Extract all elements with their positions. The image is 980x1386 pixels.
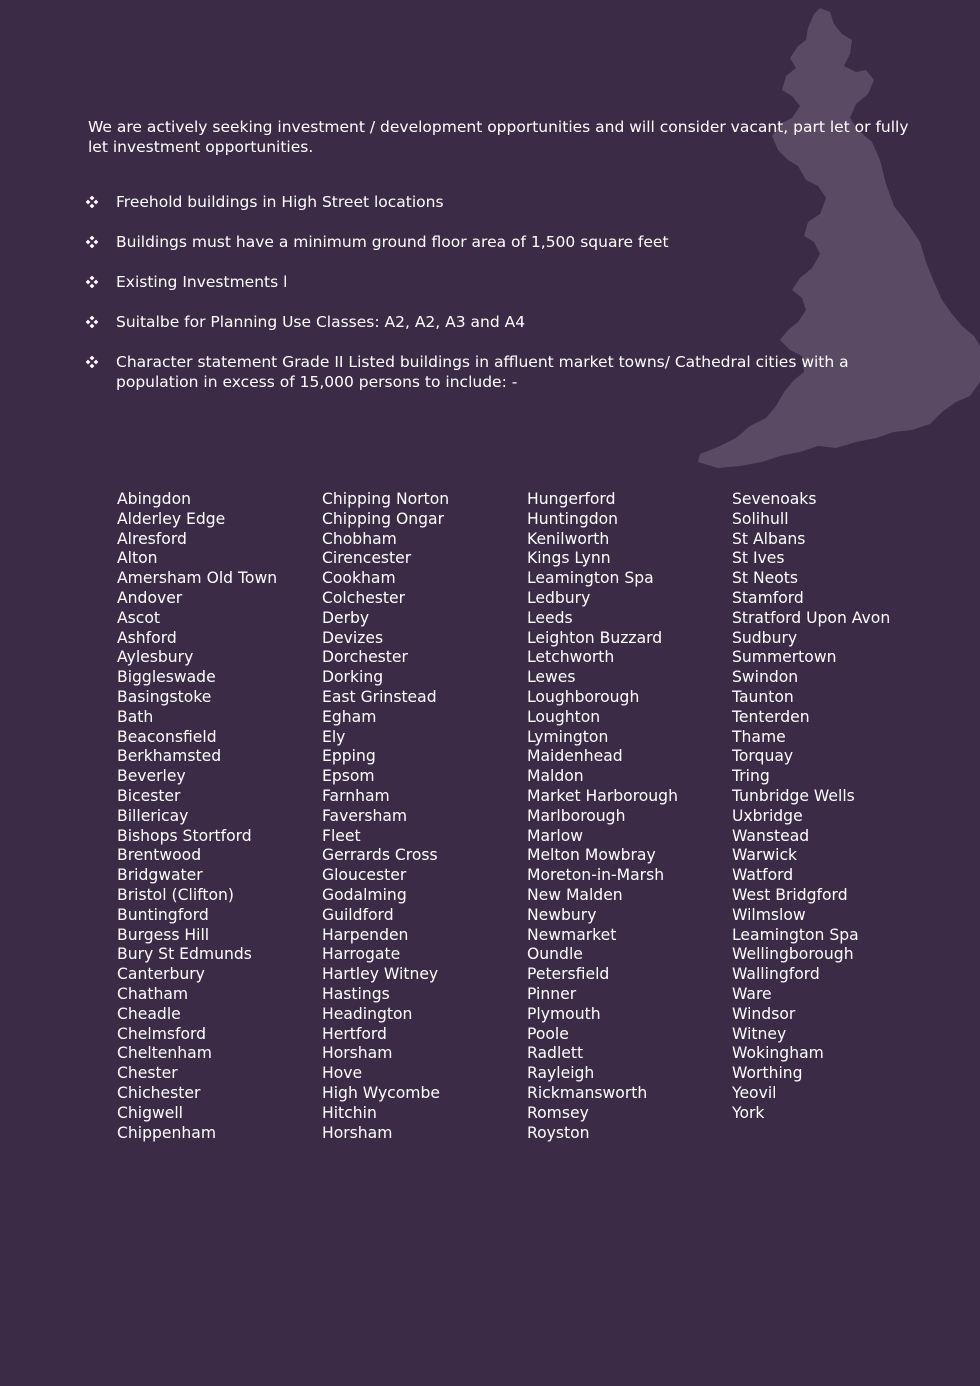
town-item: Rickmansworth — [527, 1083, 648, 1102]
town-item: Marlborough — [527, 806, 626, 825]
town-item: Devizes — [322, 628, 384, 647]
town-item: Rayleigh — [527, 1064, 595, 1083]
town-item: Melton Mowbray — [527, 846, 656, 865]
town-item: Hastings — [322, 984, 390, 1003]
town-item: Beverley — [117, 767, 186, 786]
town-item: Leamington Spa — [732, 925, 859, 944]
criteria-text: Suitalbe for Planning Use Classes: A2, A2, A3 and A4 — [116, 313, 526, 331]
town-item: Chobham — [322, 529, 397, 548]
town-item: Taunton — [732, 687, 794, 706]
town-item: Hitchin — [322, 1103, 377, 1122]
town-item: Ely — [322, 727, 346, 746]
town-column-2 — [322, 490, 527, 1143]
town-item: Leighton Buzzard — [527, 628, 663, 647]
town-column-3 — [527, 490, 732, 1143]
town-item: Pinner — [527, 984, 577, 1003]
town-item: Petersfield — [527, 965, 610, 984]
town-item: Sudbury — [732, 628, 798, 647]
town-item: Marlow — [527, 826, 584, 845]
town-item: Witney — [732, 1024, 787, 1043]
town-item: Hertford — [322, 1024, 387, 1043]
town-item: Bristol (Clifton) — [117, 885, 234, 904]
diamond-bullet-icon — [86, 316, 98, 328]
town-item: Cheltenham — [117, 1044, 212, 1063]
town-item: Hartley Witney — [322, 965, 439, 984]
criteria-item — [86, 313, 936, 333]
town-item: Epsom — [322, 767, 375, 786]
town-item: Wanstead — [732, 826, 810, 845]
criteria-text: Character statement Grade II Listed buildings in affluent market towns/ Cathedral cities with a population in excess of 15,000 persons to include: - — [116, 353, 849, 391]
town-item: Dorchester — [322, 648, 408, 667]
town-item: Canterbury — [117, 965, 205, 984]
town-item: Windsor — [732, 1004, 796, 1023]
town-item: Godalming — [322, 885, 407, 904]
criteria-text: Freehold buildings in High Street locations — [116, 193, 444, 211]
criteria-item — [86, 193, 936, 213]
town-item: Bridgwater — [117, 866, 203, 885]
town-item: Egham — [322, 707, 377, 726]
town-item: Horsham — [322, 1123, 393, 1142]
town-item: Aylesbury — [117, 648, 194, 667]
town-item: Derby — [322, 608, 370, 627]
town-item: Harrogate — [322, 945, 401, 964]
town-item: Oundle — [527, 945, 583, 964]
town-item: Biggleswade — [117, 668, 216, 687]
town-item: Amersham Old Town — [117, 569, 278, 588]
town-item: Epping — [322, 747, 376, 766]
town-item: Tunbridge Wells — [732, 786, 855, 805]
town-item: West Bridgford — [732, 885, 848, 904]
town-item: Billericay — [117, 806, 189, 825]
town-item: Summertown — [732, 648, 837, 667]
town-item: Chipping Norton — [322, 490, 450, 508]
town-item: Burgess Hill — [117, 925, 210, 944]
town-item: Uxbridge — [732, 806, 803, 825]
town-item: Loughborough — [527, 687, 640, 706]
town-item: Tenterden — [732, 707, 810, 726]
town-item: Bury St Edmunds — [117, 945, 252, 964]
intro-text: We are actively seeking investment / development opportunities and will consider vacant, part let or fully let investment opportunities. — [88, 118, 909, 156]
town-item: Gerrards Cross — [322, 846, 438, 865]
town-item: Ashford — [117, 628, 177, 647]
town-item: Kenilworth — [527, 529, 610, 548]
town-item: Brentwood — [117, 846, 202, 865]
town-item: St Albans — [732, 529, 806, 548]
town-item: Warwick — [732, 846, 798, 865]
criteria-item — [86, 273, 936, 293]
town-item: Chigwell — [117, 1103, 184, 1122]
town-item: Headington — [322, 1004, 413, 1023]
town-item: Bath — [117, 707, 154, 726]
diamond-bullet-icon — [86, 276, 98, 288]
town-item: Radlett — [527, 1044, 584, 1063]
town-item: Dorking — [322, 668, 384, 687]
town-item: East Grinstead — [322, 687, 437, 706]
town-item: Horsham — [322, 1044, 393, 1063]
town-item: Leamington Spa — [527, 569, 654, 588]
town-item: Huntingdon — [527, 509, 619, 528]
town-item: St Neots — [732, 569, 799, 588]
diamond-bullet-icon — [86, 236, 98, 248]
town-item: Loughton — [527, 707, 601, 726]
town-item: Lewes — [527, 668, 576, 687]
town-item: St Ives — [732, 549, 785, 568]
criteria-text: Buildings must have a minimum ground floor area of 1,500 square feet — [116, 233, 669, 251]
diamond-bullet-icon — [86, 196, 98, 208]
town-item: Maldon — [527, 767, 584, 786]
town-item: Chatham — [117, 984, 189, 1003]
town-item: Tring — [732, 767, 770, 786]
town-item: Newbury — [527, 905, 597, 924]
town-item: Romsey — [527, 1103, 589, 1122]
town-item: Wilmslow — [732, 905, 806, 924]
town-item: Maidenhead — [527, 747, 623, 766]
town-item: Wallingford — [732, 965, 820, 984]
town-item: Solihull — [732, 509, 789, 528]
town-item: High Wycombe — [322, 1083, 440, 1102]
town-item: Colchester — [322, 588, 406, 607]
diamond-bullet-icon — [86, 356, 98, 368]
town-item: Faversham — [322, 806, 408, 825]
criteria-text: Existing Investments l — [116, 273, 288, 291]
town-item: Hungerford — [527, 490, 616, 508]
town-item: Cookham — [322, 569, 396, 588]
town-item: York — [732, 1103, 765, 1122]
town-item: Letchworth — [527, 648, 615, 667]
town-item: Kings Lynn — [527, 549, 611, 568]
criteria-item — [86, 233, 936, 253]
town-item: Bishops Stortford — [117, 826, 252, 845]
town-item: Wokingham — [732, 1044, 824, 1063]
town-item: Alresford — [117, 529, 187, 548]
town-item: Newmarket — [527, 925, 617, 944]
town-item: Farnham — [322, 786, 390, 805]
town-item: Worthing — [732, 1064, 803, 1083]
town-item: Guildford — [322, 905, 394, 924]
town-columns — [117, 490, 937, 1143]
town-item: Alderley Edge — [117, 509, 226, 528]
town-item: Plymouth — [527, 1004, 601, 1023]
town-item: Torquay — [732, 747, 794, 766]
town-column-1 — [117, 490, 322, 1143]
town-item: Yeovil — [732, 1083, 777, 1102]
town-item: Chichester — [117, 1083, 201, 1102]
town-item: Swindon — [732, 668, 799, 687]
town-item: Chelmsford — [117, 1024, 207, 1043]
town-item: Market Harborough — [527, 786, 678, 805]
town-item: Cirencester — [322, 549, 412, 568]
town-item: Hove — [322, 1064, 363, 1083]
town-item: Moreton-in-Marsh — [527, 866, 665, 885]
town-item: Basingstoke — [117, 687, 212, 706]
town-item: Andover — [117, 588, 183, 607]
town-item: Poole — [527, 1024, 569, 1043]
town-item: Sevenoaks — [732, 490, 817, 508]
town-item: Cheadle — [117, 1004, 181, 1023]
town-item: Harpenden — [322, 925, 409, 944]
town-item: Watford — [732, 866, 794, 885]
town-item: Thame — [732, 727, 786, 746]
town-item: Chester — [117, 1064, 178, 1083]
criteria-item — [86, 353, 936, 392]
town-item: Chippenham — [117, 1123, 217, 1142]
town-item: Wellingborough — [732, 945, 854, 964]
town-item: Bicester — [117, 786, 181, 805]
town-item: Royston — [527, 1123, 590, 1142]
town-item: Ascot — [117, 608, 161, 627]
town-item: Abingdon — [117, 490, 192, 508]
town-item: Leeds — [527, 608, 573, 627]
town-item: Buntingford — [117, 905, 209, 924]
town-item: Berkhamsted — [117, 747, 222, 766]
town-item: Ware — [732, 984, 772, 1003]
town-item: Stamford — [732, 588, 804, 607]
town-item: Gloucester — [322, 866, 407, 885]
town-item: Alton — [117, 549, 158, 568]
town-item: Stratford Upon Avon — [732, 608, 891, 627]
town-item: Chipping Ongar — [322, 509, 444, 528]
criteria-list — [86, 193, 936, 413]
town-column-4 — [732, 490, 937, 1143]
town-item: Fleet — [322, 826, 361, 845]
town-item: New Malden — [527, 885, 623, 904]
town-item: Lymington — [527, 727, 609, 746]
town-item: Ledbury — [527, 588, 591, 607]
town-item: Beaconsfield — [117, 727, 217, 746]
